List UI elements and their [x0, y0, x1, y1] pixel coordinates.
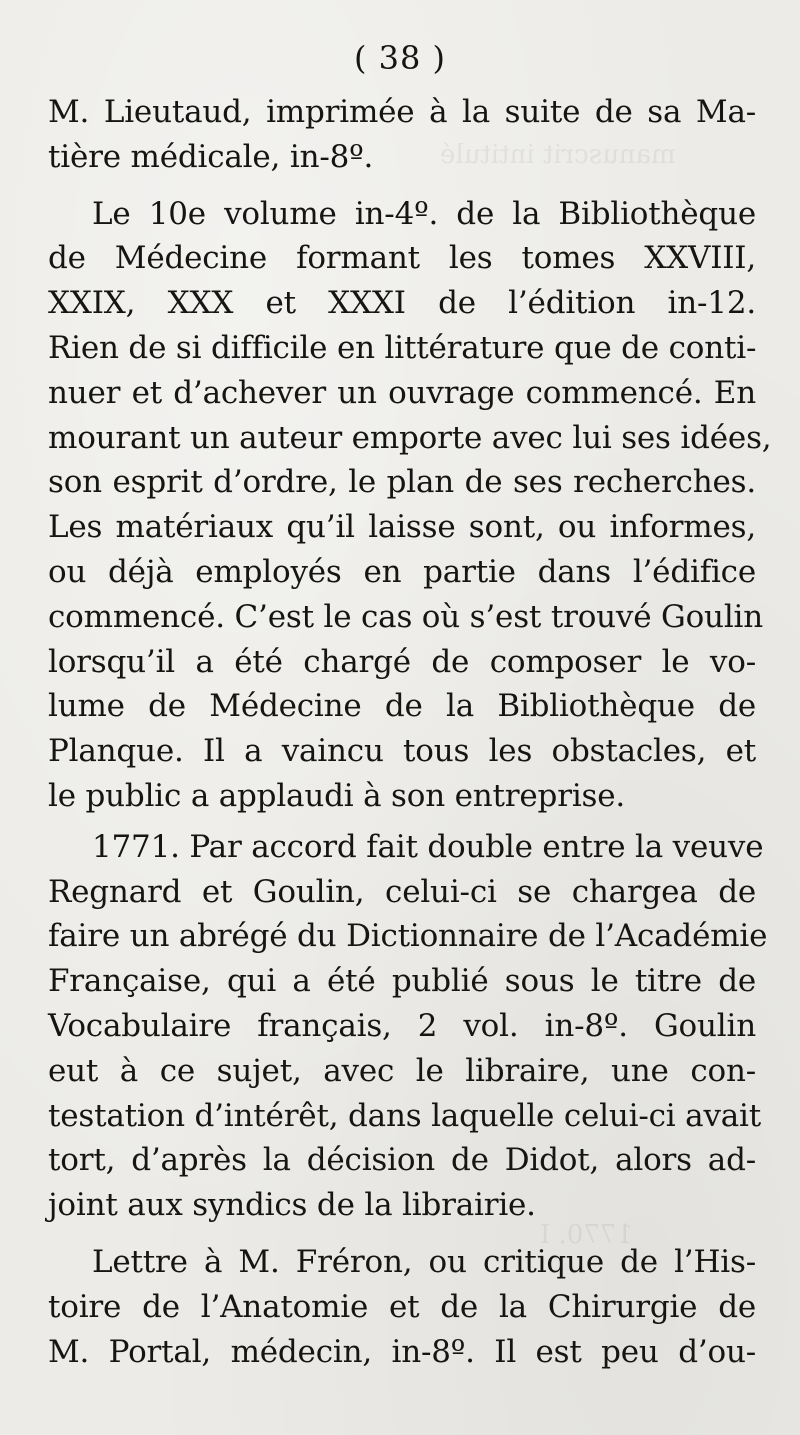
text-line: Rien de si difficile en littérature que de conti- — [48, 329, 757, 366]
text-line: Les matériaux qu’il laisse sont, ou informes, — [48, 509, 756, 546]
text-line: toire de l’Anatomie et de la Chirurgie de — [48, 1288, 756, 1325]
text-line: Française, qui a été publié sous le titre de — [48, 963, 756, 1000]
text-line: faire un abrégé du Dictionnaire de l’Académie — [48, 918, 768, 955]
text-line: 1771. Par accord fait double entre la veuve — [92, 828, 764, 865]
text-line: le public a applaudi à son entreprise. — [48, 777, 626, 814]
text-line: son esprit d’ordre, le plan de ses recherches. — [48, 464, 756, 501]
text-line: Planque. Il a vaincu tous les obstacles, et — [48, 733, 756, 770]
text-line: joint aux syndics de la librairie. — [48, 1187, 536, 1224]
text-line: tière médicale, in-8º. — [48, 138, 374, 175]
page-number: ( 38 ) — [353, 39, 447, 77]
text-line: lorsqu’il a été chargé de composer le vo- — [48, 643, 756, 680]
text-line: testation d’intérêt, dans laquelle celui-ci avait — [48, 1097, 762, 1134]
show-through-text: 1770. I — [540, 1220, 633, 1250]
text-line: lume de Médecine de la Bibliothèque de — [48, 688, 756, 725]
show-through-text: manuscrit intitulé — [440, 140, 676, 170]
text-line: Le 10e volume in-4º. de la Bibliothèque — [92, 195, 756, 232]
text-line: eut à ce sujet, avec le libraire, une con- — [48, 1052, 756, 1089]
text-line: commencé. C’est le cas où s’est trouvé Goulin — [48, 598, 764, 635]
text-line: mourant un auteur emporte avec lui ses idées, — [48, 419, 772, 456]
text-line: Lettre à M. Fréron, ou critique de l’His- — [92, 1243, 756, 1280]
text-line: de Médecine formant les tomes XXVIII, — [48, 240, 756, 277]
text-line: Vocabulaire français, 2 vol. in-8º. Goulin — [48, 1007, 756, 1044]
text-line: tort, d’après la décision de Didot, alors ad- — [48, 1142, 756, 1179]
text-line: M. Portal, médecin, in-8º. Il est peu d’ou- — [48, 1333, 756, 1370]
text-line: ou déjà employés en partie dans l’édifice — [48, 553, 756, 590]
body-text — [48, 90, 772, 1374]
text-line: nuer et d’achever un ouvrage commencé. En — [48, 374, 756, 411]
text-line: M. Lieutaud, imprimée à la suite de sa Ma- — [48, 94, 756, 130]
text-line: Regnard et Goulin, celui-ci se chargea de — [48, 873, 756, 910]
text-line: XXIX, XXX et XXXI de l’édition in-12. — [48, 285, 756, 322]
